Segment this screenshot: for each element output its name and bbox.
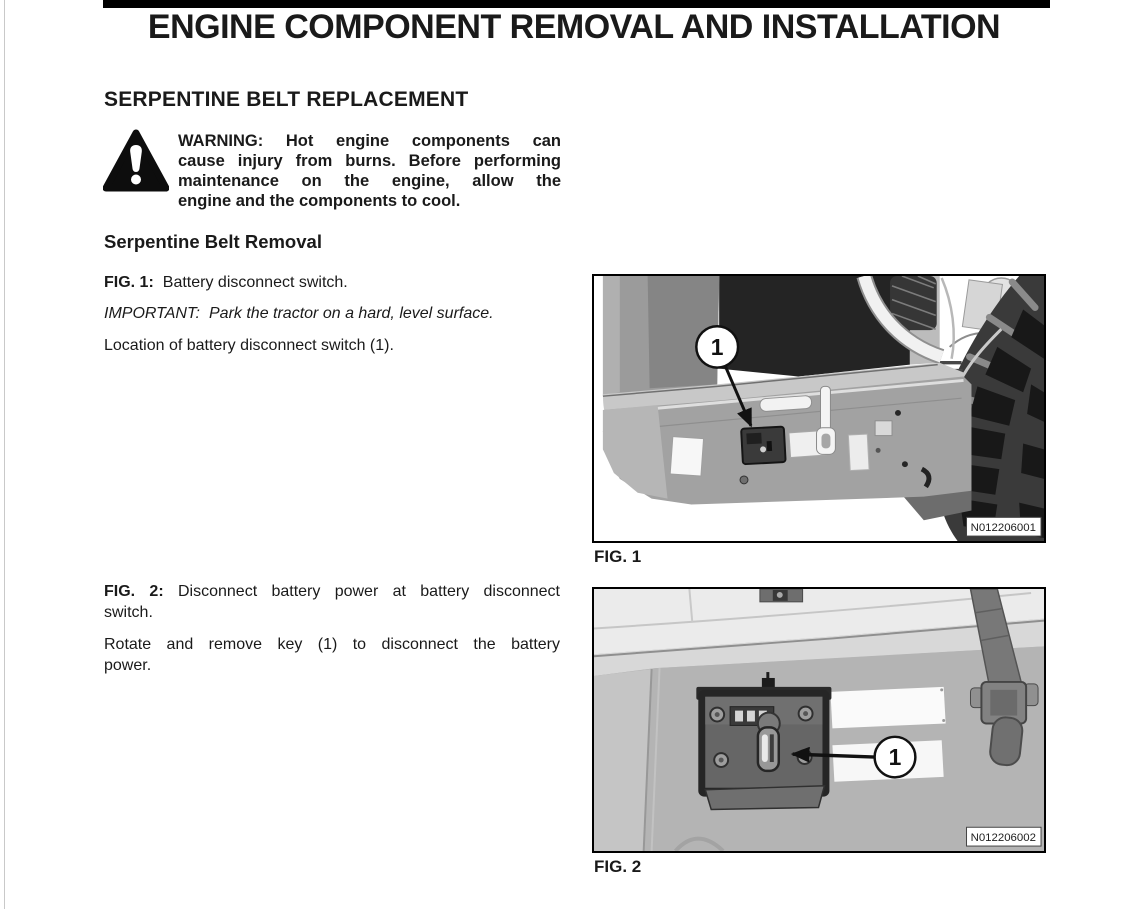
fig2-caption-text1: Disconnect battery power at battery disconnect: [178, 583, 561, 600]
fig2-body-paragraph: [104, 634, 560, 676]
important-label: IMPORTANT:: [104, 305, 200, 322]
figure-2-illustration: [594, 589, 1044, 851]
fig1-callout-badge: [696, 326, 738, 367]
fig1-caption-text: Battery disconnect switch.: [162, 274, 348, 291]
fig1-callout-number: 1: [710, 333, 724, 360]
fig2-callout-badge: [875, 737, 916, 778]
fig1-caption-line: [104, 272, 564, 293]
battery-disconnect-switch: [741, 427, 786, 465]
disconnect-key: [758, 713, 780, 771]
section-heading: SERPENTINE BELT REPLACEMENT: [104, 88, 469, 111]
title-rule-bar: [103, 0, 1050, 8]
subsection-heading: Serpentine Belt Removal: [104, 231, 322, 252]
figure-1-illustration: [594, 276, 1044, 541]
fig1-body-text: Location of battery disconnect switch (1).: [104, 337, 394, 354]
figure-1: [592, 274, 1046, 543]
warning-line: cause injury from burns. Before performing: [178, 152, 561, 170]
fig2-caption-line2: switch.: [104, 604, 153, 621]
fig2-body-line1: Rotate and remove key (1) to disconnect the battery: [104, 636, 560, 653]
mounting-bracket: [760, 589, 803, 602]
fig2-body-line2: power.: [104, 657, 152, 674]
important-note: [104, 303, 574, 324]
warning-line: engine and the components to cool.: [178, 192, 461, 210]
warning-icon: [103, 129, 169, 195]
warning-line: maintenance on the engine, allow the: [178, 172, 561, 190]
fig2-callout-number: 1: [888, 744, 902, 770]
hood-shadow: [719, 276, 910, 376]
fig1-caption-label: FIG. 1:: [104, 274, 154, 291]
fig2-watermark-text: N012206002: [970, 832, 1036, 845]
figure-2: [592, 587, 1046, 853]
fig2-label: FIG. 2: [594, 857, 642, 876]
fig1-watermark-text: N012206001: [970, 522, 1036, 535]
disconnect-switch-plate: [696, 672, 831, 809]
fig2-watermark: [967, 827, 1042, 846]
fig2-caption-paragraph: [104, 581, 560, 623]
fig2-caption-label: FIG. 2:: [104, 583, 164, 600]
warning-line: WARNING: Hot engine components can: [178, 132, 561, 150]
important-text: Park the tractor on a hard, level surface.: [209, 305, 494, 322]
page-title: ENGINE COMPONENT REMOVAL AND INSTALLATION: [147, 8, 1001, 46]
fig1-watermark: [967, 517, 1042, 536]
fig2-caption-line1: [104, 581, 560, 602]
fig1-label: FIG. 1: [594, 547, 642, 566]
warning-text: [178, 131, 561, 211]
page-edge-line: [4, 0, 5, 909]
